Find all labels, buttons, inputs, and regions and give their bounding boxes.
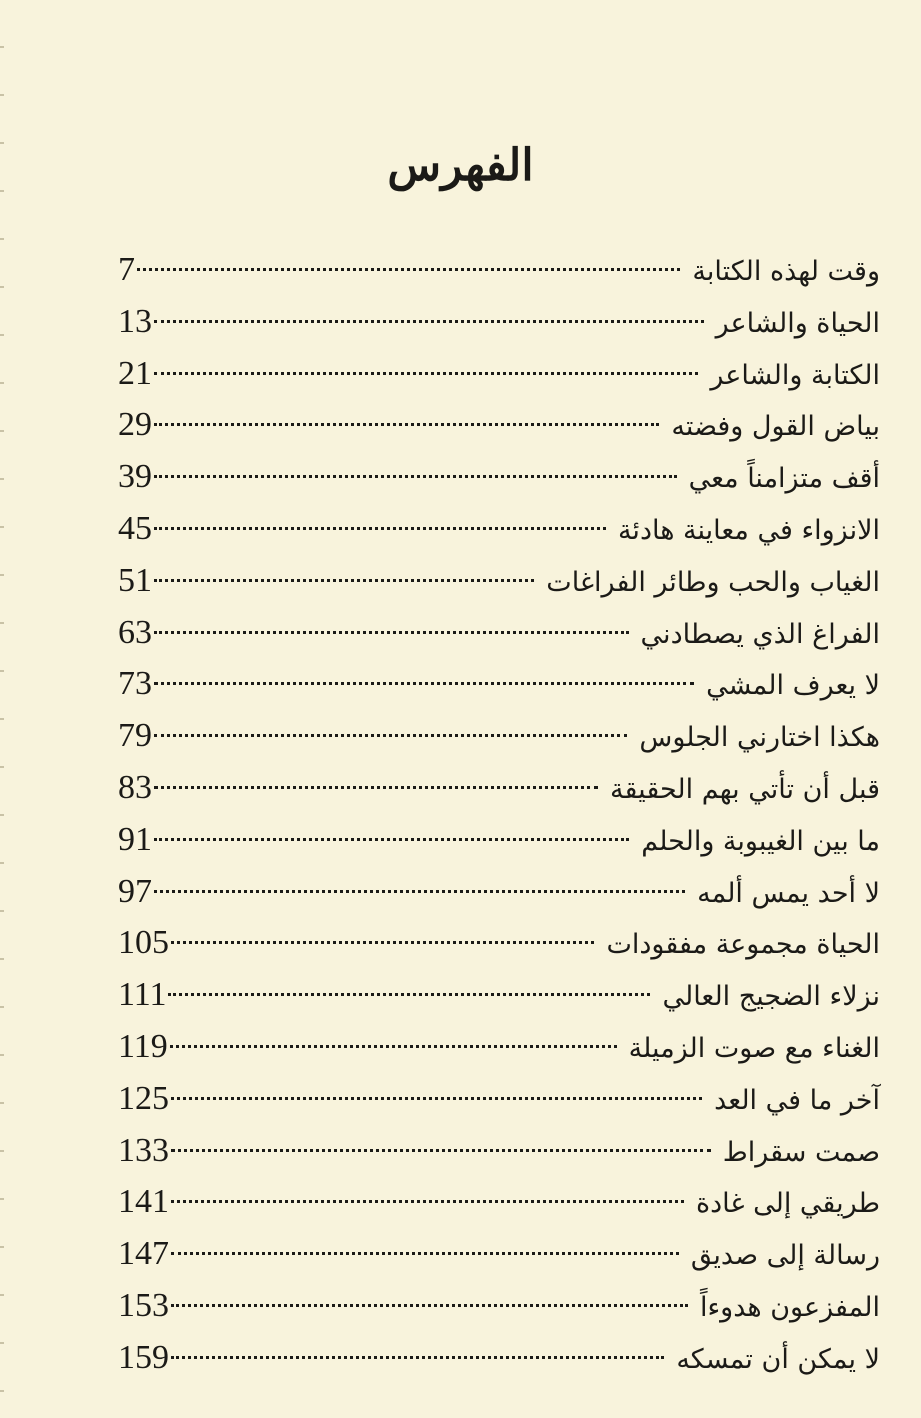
toc-page-number: 45 [118,509,152,547]
toc-entry-title: المفزعون هدوءاً [699,1291,880,1323]
dot-leader [154,320,704,323]
toc-entry-title: ما بين الغيبوبة والحلم [641,825,880,857]
dot-leader [154,786,598,789]
dot-leader [137,268,680,271]
toc-entry [118,917,880,969]
page-title: الفهرس [387,140,534,191]
toc-page-number: 147 [118,1235,169,1273]
toc-page-number: 63 [118,613,152,651]
toc-entry [118,969,880,1021]
toc-entry [118,1021,880,1073]
toc-entry [118,710,880,762]
toc-page-number: 97 [118,872,152,910]
toc-entry [118,1073,880,1125]
toc-entry-title: لا يمكن أن تمسكه [676,1343,880,1375]
table-of-contents [118,244,880,1384]
dot-leader [171,1304,688,1307]
dot-leader [170,1045,617,1048]
toc-entry [118,503,880,555]
dot-leader [168,993,650,996]
toc-page-number: 51 [118,561,152,599]
toc-entry [118,866,880,918]
dot-leader [154,527,606,530]
dot-leader [171,1149,711,1152]
toc-page-number: 83 [118,768,152,806]
toc-entry-title: بياض القول وفضته [671,411,880,443]
toc-entry-title: هكذا اختارني الجلوس [639,722,880,754]
toc-entry [118,1125,880,1177]
toc-entry [118,555,880,607]
toc-page-number: 153 [118,1286,169,1324]
toc-page-number: 119 [118,1027,168,1065]
toc-entry [118,1228,880,1280]
toc-entry-title: آخر ما في العد [714,1084,880,1116]
toc-entry-title: وقت لهذه الكتابة [692,256,880,287]
dot-leader [171,1252,679,1255]
toc-entry-title: الفراغ الذي يصطادني [640,618,880,650]
toc-entry [118,658,880,710]
toc-page-number: 105 [118,924,169,962]
toc-entry-title: الانزواء في معاينة هادئة [617,514,880,546]
toc-page-number: 7 [118,251,135,288]
toc-entry [118,348,880,400]
toc-page-number: 125 [118,1079,169,1117]
toc-entry [118,296,880,348]
dot-leader [154,890,685,893]
page-edge [0,0,4,1418]
toc-entry [118,451,880,503]
toc-entry-title: الحياة والشاعر [715,307,880,339]
dot-leader [171,941,594,944]
toc-entry [118,1280,880,1332]
toc-entry [118,762,880,814]
dot-leader [154,682,694,685]
dot-leader [154,423,659,426]
toc-page-number: 159 [118,1338,169,1376]
toc-page-number: 111 [118,976,167,1014]
toc-entry-title: لا أحد يمس ألمه [697,877,880,909]
dot-leader [171,1097,702,1100]
toc-entry-title: طريقي إلى غادة [696,1188,880,1220]
toc-page-number: 73 [118,665,152,703]
toc-entry-title: صمت سقراط [722,1136,880,1168]
toc-entry-title: الغناء مع صوت الزميلة [628,1032,880,1064]
dot-leader [171,1356,664,1359]
toc-page-number: 29 [118,406,152,444]
toc-entry [118,1176,880,1228]
toc-entry-title: أقف متزامناً معي [688,463,880,495]
toc-page-number: 21 [118,354,152,392]
toc-page-number: 13 [118,302,152,340]
toc-entry-title: لا يعرف المشي [706,670,880,702]
dot-leader [154,838,629,841]
dot-leader [154,372,698,375]
toc-entry [118,814,880,866]
toc-entry-title: الحياة مجموعة مفقودات [606,929,880,961]
dot-leader [154,579,534,582]
toc-entry-title: قبل أن تأتي بهم الحقيقة [610,773,880,805]
toc-page-number: 91 [118,820,152,858]
toc-entry [118,607,880,659]
dot-leader [154,734,627,737]
toc-page-number: 141 [118,1183,169,1221]
dot-leader [154,631,629,634]
toc-entry [118,1332,880,1384]
toc-page-number: 79 [118,717,152,755]
toc-page-number: 39 [118,458,152,496]
dot-leader [154,475,677,478]
toc-entry [118,399,880,451]
toc-entry [118,244,880,296]
toc-entry-title: الكتابة والشاعر [710,359,880,391]
dot-leader [171,1200,684,1203]
toc-page-number: 133 [118,1131,169,1169]
toc-entry-title: الغياب والحب وطائر الفراغات [546,566,880,598]
toc-entry-title: رسالة إلى صديق [690,1240,880,1272]
toc-entry-title: نزلاء الضجيج العالي [662,981,880,1013]
